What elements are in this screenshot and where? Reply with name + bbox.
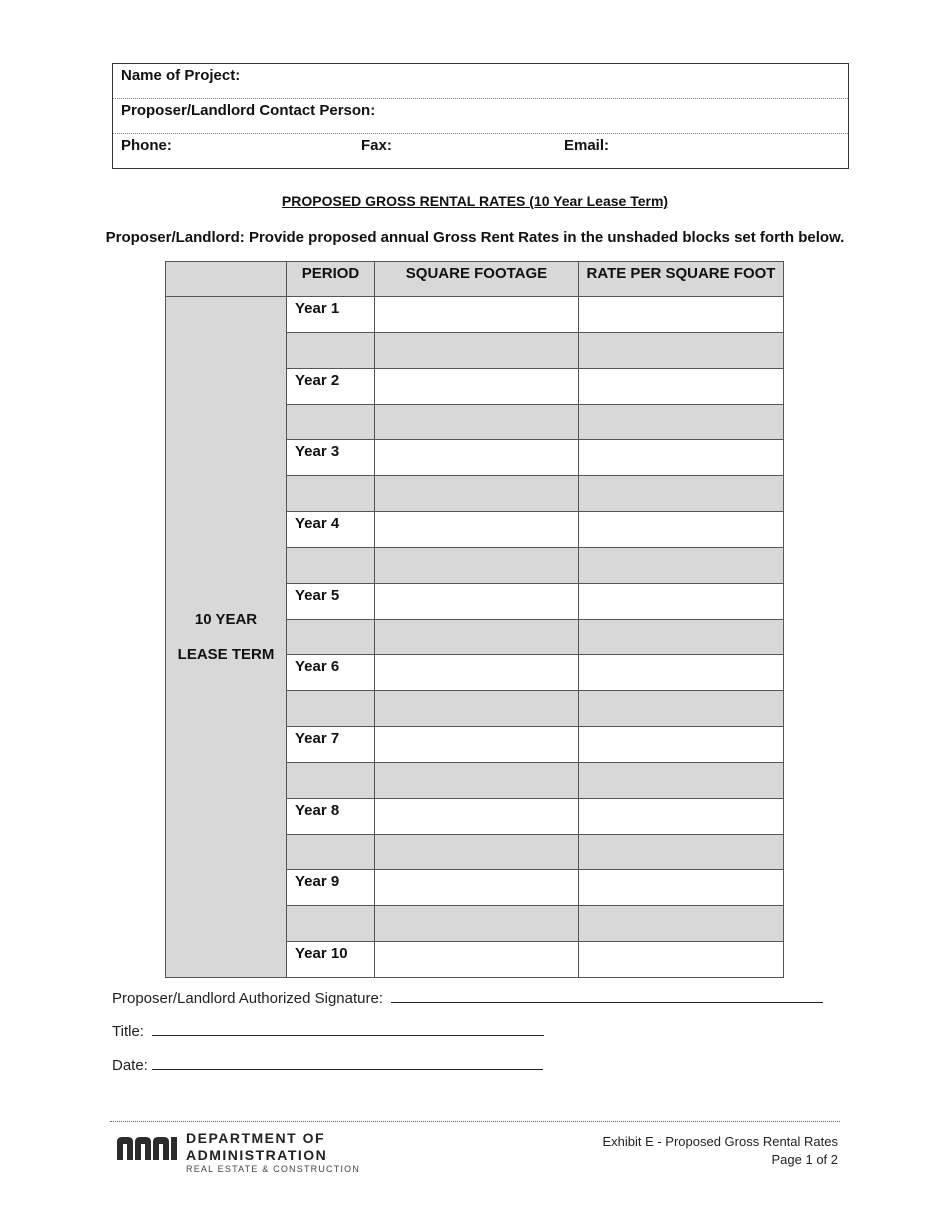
square-footage-shaded-cell [375, 906, 579, 942]
rate-per-sqft-input[interactable] [579, 584, 784, 620]
square-footage-input[interactable] [375, 799, 579, 835]
period-spacer-cell [287, 405, 375, 441]
column-header: SQUARE FOOTAGE [375, 262, 579, 297]
square-footage-shaded-cell [375, 835, 579, 871]
square-footage-shaded-cell [375, 548, 579, 584]
rate-per-sqft-shaded-cell [579, 620, 784, 656]
square-footage-input[interactable] [375, 297, 579, 333]
square-footage-shaded-cell [375, 476, 579, 512]
square-footage-shaded-cell [375, 763, 579, 799]
contact-person-label: Proposer/Landlord Contact Person: [121, 102, 376, 119]
date-line[interactable] [112, 1057, 543, 1074]
date-label: Date: [112, 1057, 148, 1074]
period-cell: Year 10 [287, 942, 375, 978]
signature-label: Proposer/Landlord Authorized Signature: [112, 990, 384, 1007]
square-footage-input[interactable] [375, 727, 579, 763]
rate-per-sqft-shaded-cell [579, 835, 784, 871]
header-blank-cell [166, 262, 287, 297]
rate-per-sqft-input[interactable] [579, 799, 784, 835]
period-spacer-cell [287, 691, 375, 727]
logo-text-division: REAL ESTATE & CONSTRUCTION [186, 1164, 361, 1174]
period-spacer-cell [287, 620, 375, 656]
lease-term-line-2: LEASE TERM [177, 646, 275, 663]
signature-line[interactable] [112, 990, 823, 1007]
footer-divider [110, 1121, 840, 1122]
column-header: RATE PER SQUARE FOOT [579, 262, 784, 297]
rate-per-sqft-shaded-cell [579, 476, 784, 512]
square-footage-input[interactable] [375, 369, 579, 405]
period-cell: Year 6 [287, 655, 375, 691]
rate-per-sqft-input[interactable] [579, 870, 784, 906]
square-footage-shaded-cell [375, 691, 579, 727]
square-footage-shaded-cell [375, 620, 579, 656]
mn-logo-icon [115, 1134, 179, 1167]
square-footage-input[interactable] [375, 870, 579, 906]
rate-per-sqft-shaded-cell [579, 691, 784, 727]
square-footage-shaded-cell [375, 333, 579, 369]
exhibit-title: Exhibit E - Proposed Gross Rental Rates [602, 1134, 838, 1149]
rate-per-sqft-input[interactable] [579, 440, 784, 476]
lease-term-cell [166, 297, 287, 978]
page-number: Page 1 of 2 [771, 1152, 838, 1167]
column-header: PERIOD [287, 262, 375, 297]
square-footage-shaded-cell [375, 405, 579, 441]
rental-rates-table [165, 261, 784, 978]
email-label: Email: [564, 137, 610, 154]
form-title: PROPOSED GROSS RENTAL RATES (10 Year Lease Term) [281, 193, 669, 209]
logo-text-administration: ADMINISTRATION [186, 1147, 328, 1163]
square-footage-input[interactable] [375, 584, 579, 620]
period-cell: Year 9 [287, 870, 375, 906]
signature-field[interactable] [391, 990, 823, 1003]
square-footage-input[interactable] [375, 942, 579, 978]
project-info-box [112, 63, 849, 169]
period-spacer-cell [287, 906, 375, 942]
period-spacer-cell [287, 548, 375, 584]
title-line[interactable] [112, 1023, 544, 1040]
form-instruction: Proposer/Landlord: Provide proposed annual Gross Rent Rates in the unshaded blocks set forth below. [105, 229, 845, 246]
rate-per-sqft-input[interactable] [579, 727, 784, 763]
period-spacer-cell [287, 333, 375, 369]
contact-details-row [113, 134, 848, 169]
square-footage-input[interactable] [375, 512, 579, 548]
rate-per-sqft-input[interactable] [579, 297, 784, 333]
period-spacer-cell [287, 835, 375, 871]
period-spacer-cell [287, 476, 375, 512]
period-cell: Year 4 [287, 512, 375, 548]
phone-label: Phone: [121, 137, 172, 154]
title-field[interactable] [152, 1023, 544, 1036]
rate-per-sqft-input[interactable] [579, 512, 784, 548]
rate-per-sqft-input[interactable] [579, 655, 784, 691]
rate-per-sqft-shaded-cell [579, 405, 784, 441]
rate-per-sqft-shaded-cell [579, 548, 784, 584]
period-cell: Year 3 [287, 440, 375, 476]
rate-per-sqft-input[interactable] [579, 369, 784, 405]
rate-per-sqft-input[interactable] [579, 942, 784, 978]
period-spacer-cell [287, 763, 375, 799]
project-name-row[interactable] [113, 64, 848, 99]
rate-per-sqft-shaded-cell [579, 333, 784, 369]
period-cell: Year 8 [287, 799, 375, 835]
contact-person-row[interactable] [113, 99, 848, 134]
period-cell: Year 1 [287, 297, 375, 333]
project-name-label: Name of Project: [121, 67, 241, 84]
rate-per-sqft-shaded-cell [579, 763, 784, 799]
rate-per-sqft-shaded-cell [579, 906, 784, 942]
fax-label: Fax: [361, 137, 392, 154]
date-field[interactable] [152, 1057, 543, 1070]
period-cell: Year 5 [287, 584, 375, 620]
period-cell: Year 7 [287, 727, 375, 763]
period-cell: Year 2 [287, 369, 375, 405]
lease-term-line-1: 10 YEAR [194, 611, 258, 628]
square-footage-input[interactable] [375, 655, 579, 691]
logo-text-department: DEPARTMENT OF [186, 1130, 326, 1146]
title-label: Title: [112, 1023, 144, 1040]
square-footage-input[interactable] [375, 440, 579, 476]
footer-exhibit-info [602, 1133, 838, 1169]
